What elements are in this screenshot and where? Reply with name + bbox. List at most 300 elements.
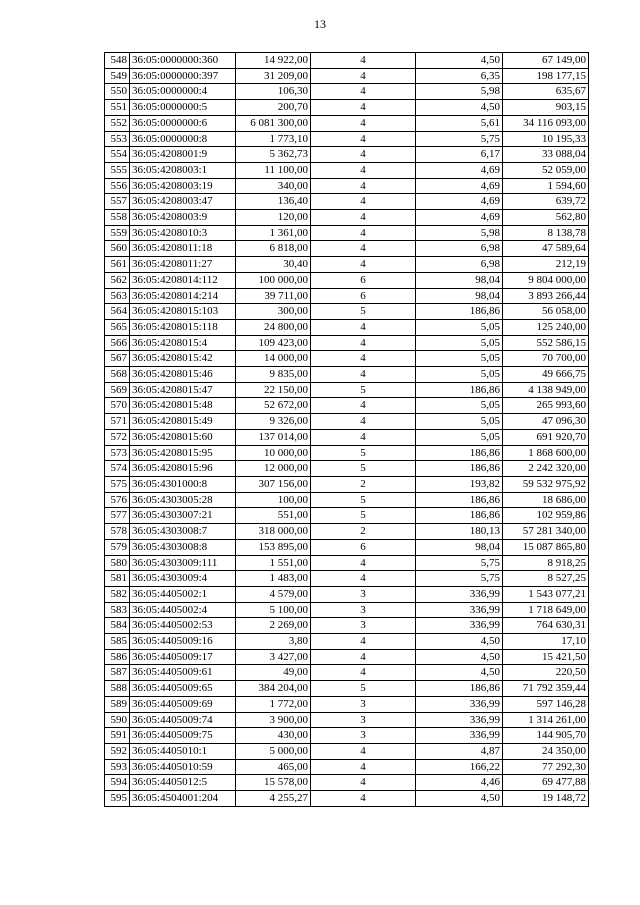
table-row [105,461,589,477]
rate-cell: 6,35 [416,68,503,84]
value-cell: 220,50 [503,665,589,681]
row-number: 568 [105,367,130,383]
rate-cell: 5,05 [416,351,503,367]
area-cell: 52 672,00 [236,398,311,414]
row-number: 595 [105,791,130,807]
rate-cell: 4,50 [416,53,503,69]
cadastral-number: 36:05:4208015:103 [130,304,236,320]
cadastral-number: 36:05:4405002:53 [130,618,236,634]
area-cell: 3 427,00 [236,649,311,665]
value-cell: 1 868 600,00 [503,445,589,461]
group-cell: 4 [311,743,416,759]
value-cell: 34 116 093,00 [503,115,589,131]
group-cell: 5 [311,508,416,524]
cadastral-number: 36:05:4208003:47 [130,194,236,210]
table-row [105,759,589,775]
value-cell: 57 281 340,00 [503,524,589,540]
rate-cell: 186,86 [416,382,503,398]
cadastral-number: 36:05:4303008:8 [130,539,236,555]
value-cell: 4 138 949,00 [503,382,589,398]
row-number: 548 [105,53,130,69]
area-cell: 200,70 [236,100,311,116]
rate-cell: 5,98 [416,225,503,241]
rate-cell: 336,99 [416,696,503,712]
cadastral-number: 36:05:4208015:48 [130,398,236,414]
rate-cell: 336,99 [416,728,503,744]
group-cell: 5 [311,382,416,398]
area-cell: 3 900,00 [236,712,311,728]
table-row [105,68,589,84]
cadastral-number: 36:05:4208015:95 [130,445,236,461]
row-number: 556 [105,178,130,194]
group-cell: 3 [311,696,416,712]
group-cell: 4 [311,257,416,273]
row-number: 593 [105,759,130,775]
table-row [105,602,589,618]
cadastral-number: 36:05:4208014:112 [130,272,236,288]
value-cell: 52 059,00 [503,162,589,178]
table-row [105,162,589,178]
table-row [105,178,589,194]
value-cell: 17,10 [503,634,589,650]
value-cell: 102 959,86 [503,508,589,524]
group-cell: 6 [311,288,416,304]
group-cell: 4 [311,131,416,147]
rate-cell: 6,98 [416,241,503,257]
value-cell: 198 177,15 [503,68,589,84]
group-cell: 5 [311,681,416,697]
group-cell: 2 [311,524,416,540]
group-cell: 4 [311,162,416,178]
value-cell: 56 058,00 [503,304,589,320]
area-cell: 136,40 [236,194,311,210]
group-cell: 4 [311,634,416,650]
group-cell: 4 [311,225,416,241]
value-cell: 8 138,78 [503,225,589,241]
cadastral-number: 36:05:4208001:9 [130,147,236,163]
table-row [105,508,589,524]
rate-cell: 5,61 [416,115,503,131]
value-cell: 552 586,15 [503,335,589,351]
table-row [105,257,589,273]
table-row [105,586,589,602]
table-row [105,492,589,508]
value-cell: 71 792 359,44 [503,681,589,697]
table-row [105,319,589,335]
value-cell: 2 242 320,00 [503,461,589,477]
cadastral-number: 36:05:4208015:47 [130,382,236,398]
area-cell: 2 269,00 [236,618,311,634]
area-cell: 137 014,00 [236,429,311,445]
area-cell: 1 773,10 [236,131,311,147]
rate-cell: 5,05 [416,398,503,414]
cadastral-number: 36:05:4303009:4 [130,571,236,587]
area-cell: 100 000,00 [236,272,311,288]
area-cell: 300,00 [236,304,311,320]
table-row [105,696,589,712]
group-cell: 4 [311,115,416,131]
table-row [105,539,589,555]
table-row [105,429,589,445]
cadastral-number: 36:05:4405010:59 [130,759,236,775]
area-cell: 24 800,00 [236,319,311,335]
value-cell: 212,19 [503,257,589,273]
table-row [105,571,589,587]
area-cell: 14 922,00 [236,53,311,69]
table-row [105,194,589,210]
value-cell: 24 350,00 [503,743,589,759]
value-cell: 69 477,88 [503,775,589,791]
table-row [105,272,589,288]
page-number: 13 [314,17,326,31]
rate-cell: 4,50 [416,649,503,665]
value-cell: 33 088,04 [503,147,589,163]
table-row [105,367,589,383]
group-cell: 4 [311,210,416,226]
area-cell: 5 000,00 [236,743,311,759]
group-cell: 6 [311,272,416,288]
row-number: 571 [105,414,130,430]
value-cell: 691 920,70 [503,429,589,445]
area-cell: 106,30 [236,84,311,100]
value-cell: 597 146,28 [503,696,589,712]
table-row [105,524,589,540]
row-number: 550 [105,84,130,100]
cadastral-number: 36:05:4405009:65 [130,681,236,697]
area-cell: 4 255,27 [236,791,311,807]
rate-cell: 186,86 [416,492,503,508]
value-cell: 15 087 865,80 [503,539,589,555]
row-number: 569 [105,382,130,398]
rate-cell: 6,17 [416,147,503,163]
value-cell: 265 993,60 [503,398,589,414]
group-cell: 4 [311,775,416,791]
rate-cell: 4,50 [416,100,503,116]
table-row [105,84,589,100]
row-number: 567 [105,351,130,367]
row-number: 586 [105,649,130,665]
group-cell: 4 [311,555,416,571]
cadastral-number: 36:05:4405002:1 [130,586,236,602]
rate-cell: 336,99 [416,618,503,634]
area-cell: 30,40 [236,257,311,273]
value-cell: 70 700,00 [503,351,589,367]
cadastral-number: 36:05:0000000:360 [130,53,236,69]
table-row [105,728,589,744]
value-cell: 1 543 077,21 [503,586,589,602]
group-cell: 5 [311,304,416,320]
group-cell: 4 [311,68,416,84]
cadastral-number: 36:05:4405009:16 [130,634,236,650]
cadastral-number: 36:05:4405009:17 [130,649,236,665]
row-number: 589 [105,696,130,712]
value-cell: 59 532 975,92 [503,476,589,492]
cadastral-number: 36:05:4208003:9 [130,210,236,226]
group-cell: 4 [311,241,416,257]
cadastral-number: 36:05:4405009:61 [130,665,236,681]
row-number: 580 [105,555,130,571]
row-number: 563 [105,288,130,304]
group-cell: 2 [311,476,416,492]
rate-cell: 4,69 [416,194,503,210]
cadastral-number: 36:05:4405009:74 [130,712,236,728]
rate-cell: 5,05 [416,429,503,445]
value-cell: 3 893 266,44 [503,288,589,304]
area-cell: 31 209,00 [236,68,311,84]
rate-cell: 186,86 [416,681,503,697]
value-cell: 67 149,00 [503,53,589,69]
table-row [105,304,589,320]
cadastral-number: 36:05:0000000:6 [130,115,236,131]
group-cell: 4 [311,178,416,194]
cadastral-number: 36:05:4208015:118 [130,319,236,335]
rate-cell: 4,46 [416,775,503,791]
cadastral-number: 36:05:4405012:5 [130,775,236,791]
group-cell: 4 [311,429,416,445]
row-number: 591 [105,728,130,744]
row-number: 566 [105,335,130,351]
cadastral-number: 36:05:0000000:4 [130,84,236,100]
group-cell: 4 [311,649,416,665]
row-number: 574 [105,461,130,477]
area-cell: 109 423,00 [236,335,311,351]
row-number: 581 [105,571,130,587]
group-cell: 3 [311,602,416,618]
table-row [105,351,589,367]
value-cell: 903,15 [503,100,589,116]
row-number: 583 [105,602,130,618]
area-cell: 384 204,00 [236,681,311,697]
rate-cell: 98,04 [416,272,503,288]
group-cell: 4 [311,351,416,367]
group-cell: 4 [311,319,416,335]
group-cell: 4 [311,791,416,807]
table-row [105,775,589,791]
table-row [105,131,589,147]
cadastral-number: 36:05:4405009:75 [130,728,236,744]
cadastral-number: 36:05:4504001:204 [130,791,236,807]
value-cell: 639,72 [503,194,589,210]
row-number: 590 [105,712,130,728]
area-cell: 39 711,00 [236,288,311,304]
table-row [105,791,589,807]
rate-cell: 4,69 [416,162,503,178]
area-cell: 14 000,00 [236,351,311,367]
rate-cell: 186,86 [416,304,503,320]
cadastral-number: 36:05:4405009:69 [130,696,236,712]
value-cell: 125 240,00 [503,319,589,335]
table-row [105,634,589,650]
table-row [105,476,589,492]
row-number: 594 [105,775,130,791]
row-number: 592 [105,743,130,759]
value-cell: 8 918,25 [503,555,589,571]
value-cell: 19 148,72 [503,791,589,807]
row-number: 575 [105,476,130,492]
cadastral-number: 36:05:4303008:7 [130,524,236,540]
table-row [105,210,589,226]
cadastral-number: 36:05:4301000:8 [130,476,236,492]
rate-cell: 180,13 [416,524,503,540]
group-cell: 4 [311,84,416,100]
area-cell: 1 772,00 [236,696,311,712]
rate-cell: 5,05 [416,319,503,335]
area-cell: 100,00 [236,492,311,508]
row-number: 561 [105,257,130,273]
area-cell: 5 362,73 [236,147,311,163]
area-cell: 551,00 [236,508,311,524]
group-cell: 4 [311,571,416,587]
cadastral-number: 36:05:4208015:4 [130,335,236,351]
row-number: 579 [105,539,130,555]
rate-cell: 336,99 [416,712,503,728]
cadastral-number: 36:05:4208015:60 [130,429,236,445]
rate-cell: 186,86 [416,445,503,461]
row-number: 562 [105,272,130,288]
table-row [105,555,589,571]
table-row [105,618,589,634]
row-number: 584 [105,618,130,634]
value-cell: 49 666,75 [503,367,589,383]
area-cell: 1 483,00 [236,571,311,587]
group-cell: 6 [311,539,416,555]
cadastral-number: 36:05:4208015:42 [130,351,236,367]
rate-cell: 4,50 [416,634,503,650]
group-cell: 5 [311,445,416,461]
rate-cell: 193,82 [416,476,503,492]
table-row [105,665,589,681]
rate-cell: 4,50 [416,791,503,807]
table-row [105,115,589,131]
area-cell: 6 818,00 [236,241,311,257]
table-row [105,445,589,461]
row-number: 565 [105,319,130,335]
cadastral-number: 36:05:0000000:8 [130,131,236,147]
area-cell: 15 578,00 [236,775,311,791]
row-number: 577 [105,508,130,524]
value-cell: 562,80 [503,210,589,226]
area-cell: 49,00 [236,665,311,681]
area-cell: 3,80 [236,634,311,650]
area-cell: 6 081 300,00 [236,115,311,131]
cadastral-number: 36:05:4208015:49 [130,414,236,430]
area-cell: 22 150,00 [236,382,311,398]
group-cell: 4 [311,414,416,430]
cadastral-number: 36:05:4303007:21 [130,508,236,524]
row-number: 559 [105,225,130,241]
row-number: 554 [105,147,130,163]
area-cell: 5 100,00 [236,602,311,618]
area-cell: 153 895,00 [236,539,311,555]
value-cell: 47 096,30 [503,414,589,430]
cadastral-number: 36:05:4208011:18 [130,241,236,257]
value-cell: 1 314 261,00 [503,712,589,728]
rate-cell: 5,75 [416,571,503,587]
rate-cell: 4,69 [416,210,503,226]
rate-cell: 5,05 [416,367,503,383]
rate-cell: 186,86 [416,461,503,477]
table-row [105,382,589,398]
cadastral-number: 36:05:0000000:397 [130,68,236,84]
area-cell: 4 579,00 [236,586,311,602]
group-cell: 4 [311,100,416,116]
rate-cell: 98,04 [416,539,503,555]
group-cell: 4 [311,53,416,69]
row-number: 587 [105,665,130,681]
value-cell: 18 686,00 [503,492,589,508]
cadastral-number: 36:05:4208014:214 [130,288,236,304]
cadastral-number: 36:05:4405010:1 [130,743,236,759]
cadastral-number: 36:05:0000000:5 [130,100,236,116]
rate-cell: 6,98 [416,257,503,273]
group-cell: 4 [311,147,416,163]
rate-cell: 5,05 [416,414,503,430]
value-cell: 144 905,70 [503,728,589,744]
rate-cell: 166,22 [416,759,503,775]
row-number: 572 [105,429,130,445]
row-number: 560 [105,241,130,257]
table-row [105,147,589,163]
row-number: 558 [105,210,130,226]
row-number: 585 [105,634,130,650]
row-number: 588 [105,681,130,697]
group-cell: 4 [311,367,416,383]
cadastral-number: 36:05:4303009:111 [130,555,236,571]
area-cell: 120,00 [236,210,311,226]
area-cell: 430,00 [236,728,311,744]
row-number: 555 [105,162,130,178]
table-row [105,288,589,304]
group-cell: 4 [311,335,416,351]
table-row [105,649,589,665]
cadastral-number: 36:05:4208010:3 [130,225,236,241]
area-cell: 9 835,00 [236,367,311,383]
row-number: 549 [105,68,130,84]
rate-cell: 5,75 [416,131,503,147]
value-cell: 1 594,60 [503,178,589,194]
row-number: 564 [105,304,130,320]
rate-cell: 336,99 [416,586,503,602]
table-row [105,225,589,241]
table-row [105,681,589,697]
rate-cell: 5,75 [416,555,503,571]
rate-cell: 336,99 [416,602,503,618]
cadastral-number: 36:05:4208015:96 [130,461,236,477]
rate-cell: 4,87 [416,743,503,759]
table-row [105,100,589,116]
row-number: 578 [105,524,130,540]
area-cell: 10 000,00 [236,445,311,461]
row-number: 582 [105,586,130,602]
row-number: 576 [105,492,130,508]
value-cell: 10 195,33 [503,131,589,147]
cadastral-number: 36:05:4208015:46 [130,367,236,383]
row-number: 557 [105,194,130,210]
table-row [105,414,589,430]
value-cell: 15 421,50 [503,649,589,665]
value-cell: 77 292,30 [503,759,589,775]
table-row [105,398,589,414]
rate-cell: 5,05 [416,335,503,351]
value-cell: 9 804 000,00 [503,272,589,288]
area-cell: 1 361,00 [236,225,311,241]
rate-cell: 186,86 [416,508,503,524]
value-cell: 1 718 649,00 [503,602,589,618]
row-number: 553 [105,131,130,147]
rate-cell: 98,04 [416,288,503,304]
group-cell: 4 [311,759,416,775]
rate-cell: 4,69 [416,178,503,194]
